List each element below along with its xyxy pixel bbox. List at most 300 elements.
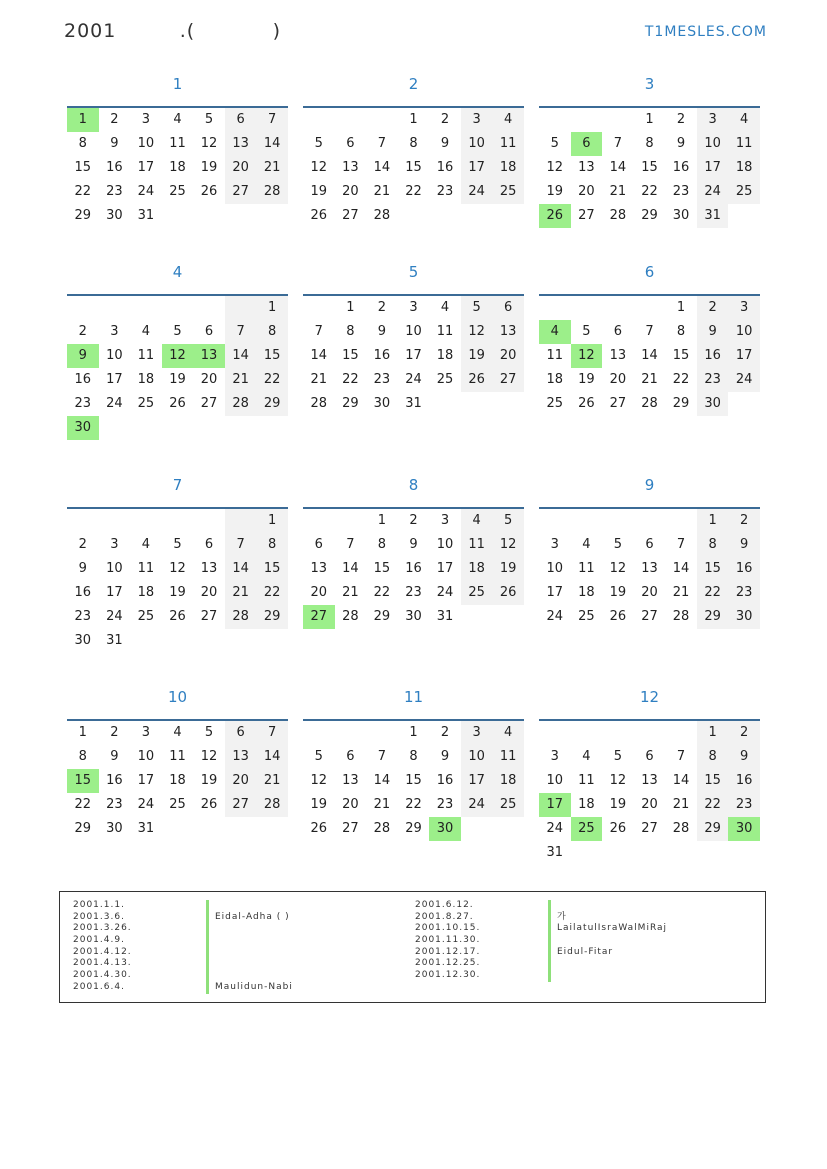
day-cell: 25 bbox=[578, 609, 595, 624]
day-cell: 11 bbox=[492, 132, 524, 156]
day-cell: 9 bbox=[409, 537, 418, 552]
day-cell: 4 bbox=[728, 108, 760, 132]
holiday-name: Eidal-Adha ( ) bbox=[215, 911, 290, 922]
empty-day-cell bbox=[303, 108, 335, 132]
day-cell: 30 bbox=[728, 817, 760, 841]
legend-row bbox=[73, 958, 293, 970]
holiday-marker bbox=[548, 923, 551, 935]
week-row bbox=[67, 721, 288, 745]
day-cell: 28 bbox=[609, 208, 627, 223]
week-row bbox=[539, 344, 760, 368]
week-row bbox=[539, 180, 760, 204]
month-2 bbox=[303, 72, 524, 228]
day-cell: 4 bbox=[492, 108, 524, 132]
day-cell: 3 bbox=[110, 537, 119, 552]
day-cell: 15 bbox=[405, 160, 422, 175]
day-cell: 4 bbox=[539, 320, 571, 344]
week-row bbox=[67, 769, 288, 793]
day-cell: 20 bbox=[310, 585, 328, 600]
day-cell: 27 bbox=[225, 180, 257, 204]
day-cell: 3 bbox=[440, 513, 450, 528]
day-cell: 5 bbox=[314, 136, 323, 151]
holiday-marker bbox=[206, 970, 209, 982]
day-cell: 16 bbox=[74, 372, 92, 387]
holiday-marker bbox=[548, 912, 551, 924]
holiday-date: 2001.1.1. bbox=[73, 900, 125, 910]
day-cell: 5 bbox=[461, 296, 493, 320]
empty-day-cell bbox=[335, 509, 367, 533]
day-cell: 16 bbox=[74, 585, 92, 600]
day-cell: 30 bbox=[728, 605, 760, 629]
day-cell: 1 bbox=[67, 108, 99, 132]
empty-day-cell bbox=[303, 721, 335, 745]
month-5 bbox=[303, 260, 524, 416]
empty-day-cell bbox=[602, 509, 634, 533]
month-name: 9 bbox=[644, 476, 655, 494]
day-cell: 16 bbox=[728, 557, 760, 581]
day-cell: 26 bbox=[169, 609, 186, 624]
day-cell: 17 bbox=[461, 156, 493, 180]
month-name: 3 bbox=[644, 75, 655, 93]
day-cell: 24 bbox=[728, 368, 760, 392]
week-row bbox=[67, 581, 288, 605]
month-12 bbox=[539, 685, 760, 865]
empty-day-cell bbox=[335, 721, 367, 745]
day-cell: 28 bbox=[256, 793, 288, 817]
day-cell: 17 bbox=[546, 585, 564, 600]
day-cell: 18 bbox=[436, 348, 454, 363]
day-cell: 22 bbox=[342, 372, 359, 387]
day-cell: 7 bbox=[346, 537, 355, 552]
day-cell: 12 bbox=[310, 160, 328, 175]
week-row bbox=[303, 320, 524, 344]
legend-column-right bbox=[415, 900, 667, 982]
day-cell: 15 bbox=[672, 348, 690, 363]
day-cell: 1 bbox=[697, 721, 729, 745]
day-cell: 7 bbox=[377, 136, 387, 151]
day-cell: 9 bbox=[110, 749, 119, 764]
empty-day-cell bbox=[602, 721, 634, 745]
day-cell: 25 bbox=[461, 581, 493, 605]
day-cell: 8 bbox=[346, 324, 355, 339]
legend-row bbox=[73, 912, 293, 924]
day-cell: 6 bbox=[645, 749, 654, 764]
holiday-marker bbox=[206, 923, 209, 935]
day-cell: 7 bbox=[613, 136, 623, 151]
legend-row bbox=[73, 923, 293, 935]
day-cell: 7 bbox=[645, 324, 654, 339]
month-name: 2 bbox=[408, 75, 419, 93]
day-cell: 19 bbox=[200, 773, 218, 788]
day-cell: 27 bbox=[641, 821, 658, 836]
month-7 bbox=[67, 473, 288, 653]
week-row bbox=[67, 605, 288, 629]
day-cell: 16 bbox=[106, 773, 123, 788]
day-cell: 15 bbox=[256, 344, 288, 368]
day-cell: 14 bbox=[256, 745, 288, 769]
day-cell: 14 bbox=[310, 348, 328, 363]
day-cell: 22 bbox=[256, 581, 288, 605]
day-cell: 3 bbox=[697, 108, 729, 132]
day-cell: 25 bbox=[492, 180, 524, 204]
day-cell: 11 bbox=[169, 136, 186, 151]
day-cell: 17 bbox=[137, 160, 155, 175]
day-cell: 21 bbox=[672, 585, 690, 600]
site-logo[interactable]: T1MESLES.COM bbox=[644, 24, 767, 40]
day-cell: 6 bbox=[571, 132, 603, 156]
day-cell: 18 bbox=[137, 585, 155, 600]
empty-day-cell bbox=[130, 296, 162, 320]
day-cell: 14 bbox=[256, 132, 288, 156]
day-cell: 1 bbox=[256, 296, 288, 320]
holiday-date: 2001.10.15. bbox=[415, 923, 481, 934]
day-cell: 22 bbox=[74, 797, 92, 812]
week-row bbox=[67, 745, 288, 769]
empty-day-cell bbox=[539, 721, 571, 745]
holiday-marker bbox=[548, 900, 551, 912]
day-cell: 28 bbox=[225, 392, 257, 416]
day-cell: 9 bbox=[110, 136, 119, 151]
week-row bbox=[303, 509, 524, 533]
day-cell: 10 bbox=[697, 132, 729, 156]
day-cell: 1 bbox=[346, 300, 355, 315]
day-cell: 26 bbox=[169, 396, 186, 411]
day-cell: 11 bbox=[137, 561, 155, 576]
day-cell: 8 bbox=[409, 749, 418, 764]
day-cell: 9 bbox=[67, 344, 99, 368]
day-cell: 18 bbox=[137, 372, 155, 387]
day-cell: 29 bbox=[672, 396, 690, 411]
week-row bbox=[67, 132, 288, 156]
empty-day-cell bbox=[193, 296, 225, 320]
day-cell: 7 bbox=[225, 533, 257, 557]
day-cell: 28 bbox=[672, 609, 690, 624]
day-cell: 30 bbox=[697, 392, 729, 416]
day-cell: 23 bbox=[405, 585, 422, 600]
holiday-date: 2001.11.30. bbox=[415, 935, 481, 946]
month-name: 6 bbox=[644, 263, 655, 281]
day-cell: 27 bbox=[492, 368, 524, 392]
day-cell: 21 bbox=[256, 769, 288, 793]
day-cell: 4 bbox=[141, 537, 151, 552]
day-cell: 16 bbox=[373, 348, 391, 363]
day-cell: 11 bbox=[546, 348, 564, 363]
day-cell: 28 bbox=[310, 396, 328, 411]
day-cell: 1 bbox=[409, 112, 418, 127]
day-cell: 24 bbox=[137, 184, 155, 199]
week-row bbox=[539, 368, 760, 392]
day-cell: 5 bbox=[204, 112, 214, 127]
day-cell: 28 bbox=[256, 180, 288, 204]
day-cell: 15 bbox=[256, 557, 288, 581]
day-cell: 12 bbox=[169, 561, 186, 576]
day-cell: 14 bbox=[373, 773, 391, 788]
legend-row bbox=[415, 912, 667, 924]
day-cell: 5 bbox=[173, 324, 182, 339]
week-row bbox=[539, 320, 760, 344]
day-cell: 14 bbox=[225, 557, 257, 581]
day-cell: 19 bbox=[200, 160, 218, 175]
day-cell: 12 bbox=[571, 344, 603, 368]
day-cell: 26 bbox=[492, 581, 524, 605]
day-cell: 27 bbox=[303, 605, 335, 629]
day-cell: 20 bbox=[342, 797, 359, 812]
day-cell: 10 bbox=[137, 136, 155, 151]
day-cell: 4 bbox=[173, 725, 182, 740]
week-row bbox=[67, 533, 288, 557]
day-cell: 31 bbox=[546, 845, 564, 860]
day-cell: 29 bbox=[373, 609, 391, 624]
holiday-date: 2001.8.27. bbox=[415, 911, 474, 922]
day-cell: 31 bbox=[137, 821, 155, 836]
day-cell: 13 bbox=[200, 561, 218, 576]
week-row bbox=[67, 416, 288, 440]
holiday-date: 2001.3.6. bbox=[73, 911, 125, 922]
day-cell: 12 bbox=[162, 344, 194, 368]
week-row bbox=[303, 296, 524, 320]
week-row bbox=[539, 557, 760, 581]
day-cell: 8 bbox=[645, 136, 654, 151]
day-cell: 9 bbox=[440, 136, 450, 151]
day-cell: 20 bbox=[200, 585, 218, 600]
legend-row bbox=[415, 947, 667, 959]
week-row bbox=[67, 557, 288, 581]
day-cell: 12 bbox=[546, 160, 564, 175]
day-cell: 5 bbox=[314, 749, 323, 764]
day-cell: 25 bbox=[492, 793, 524, 817]
day-cell: 12 bbox=[609, 561, 627, 576]
day-cell: 20 bbox=[225, 156, 257, 180]
day-cell: 6 bbox=[314, 537, 323, 552]
day-cell: 5 bbox=[613, 537, 623, 552]
week-row bbox=[539, 581, 760, 605]
day-cell: 28 bbox=[373, 208, 391, 223]
day-cell: 15 bbox=[405, 773, 422, 788]
empty-day-cell bbox=[571, 108, 603, 132]
day-cell: 14 bbox=[373, 160, 391, 175]
day-cell: 18 bbox=[169, 773, 186, 788]
week-row bbox=[67, 629, 288, 653]
day-cell: 17 bbox=[697, 156, 729, 180]
day-cell: 20 bbox=[225, 769, 257, 793]
empty-day-cell bbox=[539, 296, 571, 320]
day-cell: 22 bbox=[256, 368, 288, 392]
day-cell: 13 bbox=[342, 160, 359, 175]
legend-row bbox=[415, 935, 667, 947]
day-cell: 3 bbox=[461, 721, 493, 745]
day-cell: 23 bbox=[106, 184, 123, 199]
day-cell: 4 bbox=[173, 112, 182, 127]
day-cell: 4 bbox=[461, 509, 493, 533]
day-cell: 16 bbox=[405, 561, 422, 576]
holiday-date: 2001.12.17. bbox=[415, 946, 481, 957]
day-cell: 2 bbox=[440, 725, 450, 740]
holiday-marker bbox=[548, 935, 551, 947]
day-cell: 22 bbox=[697, 581, 729, 605]
day-cell: 6 bbox=[204, 324, 214, 339]
day-cell: 22 bbox=[405, 184, 422, 199]
day-cell: 10 bbox=[137, 749, 155, 764]
day-cell: 12 bbox=[609, 773, 627, 788]
day-cell: 24 bbox=[697, 180, 729, 204]
day-cell: 1 bbox=[409, 725, 418, 740]
day-cell: 6 bbox=[346, 136, 355, 151]
empty-day-cell bbox=[162, 296, 194, 320]
day-cell: 26 bbox=[310, 821, 328, 836]
day-cell: 16 bbox=[728, 769, 760, 793]
day-cell: 16 bbox=[672, 160, 690, 175]
day-cell: 7 bbox=[314, 324, 323, 339]
week-row bbox=[67, 108, 288, 132]
day-cell: 12 bbox=[200, 749, 218, 764]
day-cell: 19 bbox=[546, 184, 564, 199]
holiday-legend bbox=[59, 891, 766, 1003]
day-cell: 27 bbox=[609, 396, 627, 411]
week-row bbox=[67, 392, 288, 416]
week-row bbox=[303, 769, 524, 793]
day-cell: 13 bbox=[492, 320, 524, 344]
week-row bbox=[303, 180, 524, 204]
day-cell: 19 bbox=[169, 585, 186, 600]
week-row bbox=[303, 108, 524, 132]
day-cell: 4 bbox=[492, 721, 524, 745]
day-cell: 15 bbox=[74, 160, 92, 175]
day-cell: 24 bbox=[405, 372, 422, 387]
week-row bbox=[303, 605, 524, 629]
month-1 bbox=[67, 72, 288, 228]
day-cell: 29 bbox=[74, 821, 92, 836]
day-cell: 3 bbox=[728, 296, 760, 320]
day-cell: 22 bbox=[641, 184, 658, 199]
day-cell: 11 bbox=[578, 773, 595, 788]
month-9 bbox=[539, 473, 760, 629]
empty-day-cell bbox=[193, 509, 225, 533]
holiday-name: Maulidun-Nabi bbox=[215, 981, 293, 992]
week-row bbox=[539, 745, 760, 769]
week-row bbox=[67, 180, 288, 204]
day-cell: 24 bbox=[137, 797, 155, 812]
day-cell: 27 bbox=[342, 821, 359, 836]
day-cell: 6 bbox=[613, 324, 623, 339]
day-cell: 23 bbox=[436, 184, 454, 199]
day-cell: 27 bbox=[641, 609, 658, 624]
day-cell: 6 bbox=[645, 537, 654, 552]
week-row bbox=[303, 581, 524, 605]
day-cell: 19 bbox=[609, 585, 627, 600]
day-cell: 24 bbox=[461, 180, 493, 204]
empty-day-cell bbox=[539, 108, 571, 132]
day-cell: 31 bbox=[137, 208, 155, 223]
day-cell: 8 bbox=[256, 320, 288, 344]
day-cell: 7 bbox=[256, 721, 288, 745]
day-cell: 19 bbox=[310, 184, 328, 199]
day-cell: 24 bbox=[106, 396, 123, 411]
legend-row bbox=[73, 970, 293, 982]
day-cell: 24 bbox=[546, 821, 564, 836]
day-cell: 6 bbox=[225, 108, 257, 132]
day-cell: 17 bbox=[137, 773, 155, 788]
day-cell: 9 bbox=[440, 749, 450, 764]
holiday-marker bbox=[206, 947, 209, 959]
day-cell: 5 bbox=[550, 136, 559, 151]
week-row bbox=[303, 793, 524, 817]
day-cell: 16 bbox=[436, 160, 454, 175]
week-row bbox=[303, 132, 524, 156]
day-cell: 20 bbox=[609, 372, 627, 387]
legend-row bbox=[415, 958, 667, 970]
day-cell: 16 bbox=[436, 773, 454, 788]
day-cell: 10 bbox=[546, 561, 564, 576]
day-cell: 19 bbox=[492, 557, 524, 581]
day-cell: 4 bbox=[582, 537, 591, 552]
holiday-date: 2001.4.13. bbox=[73, 958, 132, 969]
holiday-marker bbox=[548, 958, 551, 970]
month-name: 7 bbox=[172, 476, 183, 494]
day-cell: 28 bbox=[225, 605, 257, 629]
day-cell: 1 bbox=[676, 300, 686, 315]
day-cell: 14 bbox=[672, 561, 690, 576]
day-cell: 28 bbox=[373, 821, 391, 836]
month-name: 8 bbox=[408, 476, 419, 494]
day-cell: 2 bbox=[110, 112, 119, 127]
week-row bbox=[539, 204, 760, 228]
day-cell: 26 bbox=[609, 821, 627, 836]
day-cell: 21 bbox=[672, 797, 690, 812]
day-cell: 1 bbox=[697, 509, 729, 533]
day-cell: 22 bbox=[74, 184, 92, 199]
month-name: 10 bbox=[167, 688, 188, 706]
day-cell: 17 bbox=[436, 561, 454, 576]
week-row bbox=[67, 344, 288, 368]
week-row bbox=[67, 320, 288, 344]
day-cell: 26 bbox=[461, 368, 493, 392]
day-cell: 20 bbox=[641, 585, 658, 600]
legend-row bbox=[415, 970, 667, 982]
day-cell: 30 bbox=[106, 208, 123, 223]
week-row bbox=[67, 296, 288, 320]
day-cell: 13 bbox=[641, 773, 658, 788]
day-cell: 14 bbox=[641, 348, 658, 363]
week-row bbox=[539, 156, 760, 180]
day-cell: 6 bbox=[225, 721, 257, 745]
day-cell: 31 bbox=[405, 396, 422, 411]
holiday-marker bbox=[206, 982, 209, 994]
legend-row bbox=[415, 900, 667, 912]
day-cell: 27 bbox=[200, 396, 218, 411]
week-row bbox=[539, 533, 760, 557]
day-cell: 3 bbox=[141, 725, 151, 740]
day-cell: 25 bbox=[169, 184, 186, 199]
day-cell: 22 bbox=[697, 793, 729, 817]
week-row bbox=[539, 817, 760, 841]
day-cell: 8 bbox=[78, 136, 87, 151]
day-cell: 20 bbox=[492, 344, 524, 368]
holiday-name: Eidul-Fitar bbox=[557, 946, 614, 957]
day-cell: 24 bbox=[546, 609, 564, 624]
day-cell: 18 bbox=[461, 557, 493, 581]
day-cell: 23 bbox=[373, 372, 391, 387]
day-cell: 30 bbox=[405, 609, 422, 624]
day-cell: 11 bbox=[578, 561, 595, 576]
day-cell: 13 bbox=[225, 132, 257, 156]
day-cell: 15 bbox=[697, 557, 729, 581]
day-cell: 7 bbox=[225, 320, 257, 344]
day-cell: 30 bbox=[67, 416, 99, 440]
empty-day-cell bbox=[67, 509, 99, 533]
day-cell: 2 bbox=[78, 537, 87, 552]
day-cell: 13 bbox=[641, 561, 658, 576]
day-cell: 23 bbox=[436, 797, 454, 812]
